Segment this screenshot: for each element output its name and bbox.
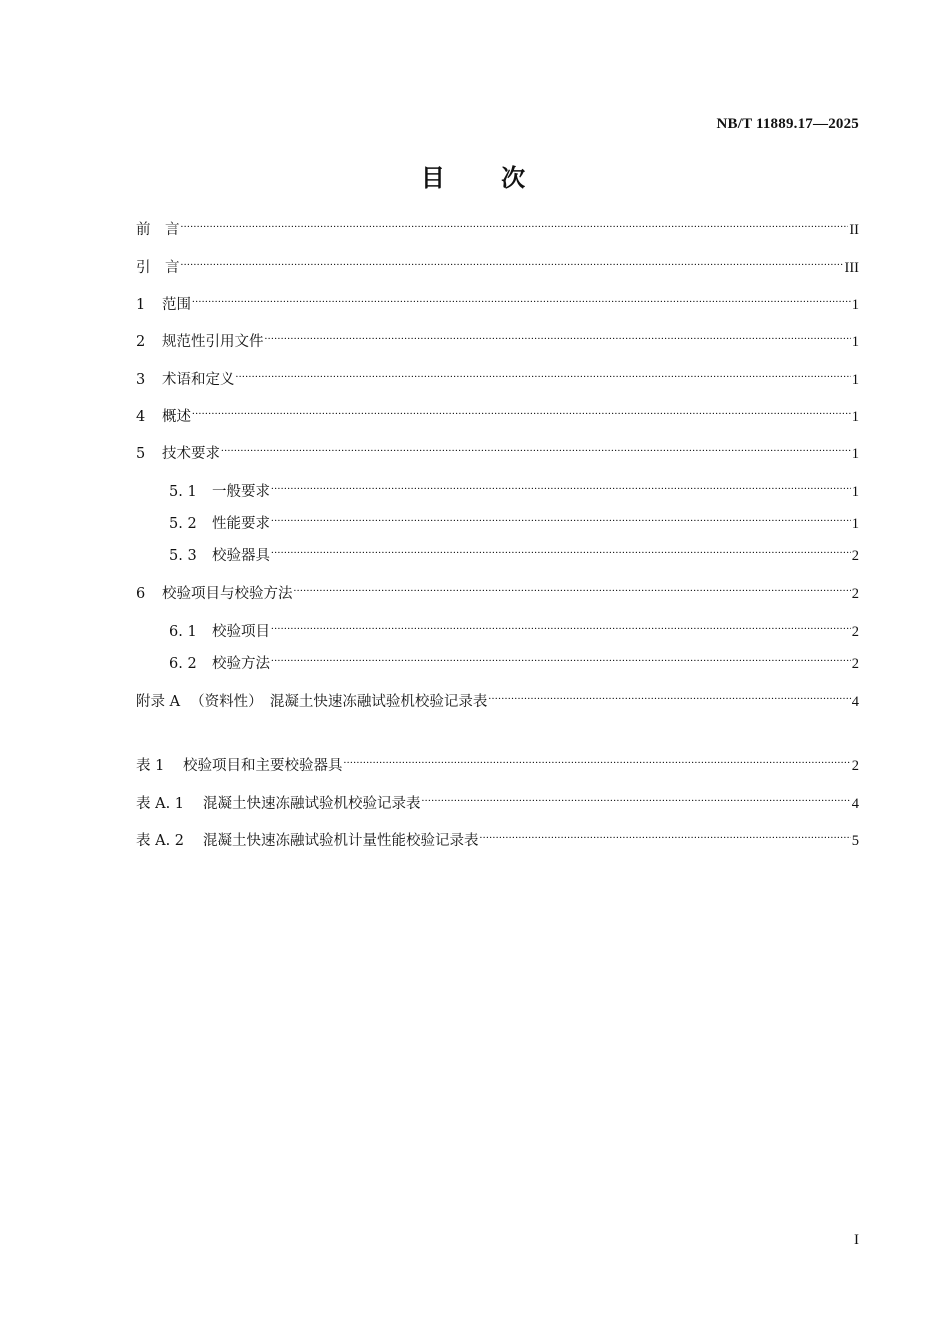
toc-entry-label: 一般要求	[212, 484, 270, 500]
toc-entry-appendix-a[interactable]	[136, 684, 859, 710]
toc-entry-calibration-methods[interactable]	[169, 646, 859, 672]
toc-entry-page: 2	[851, 656, 859, 672]
toc-entry-page: 2	[851, 758, 859, 774]
toc-entry-number: 表 1	[136, 758, 165, 774]
leader-dots	[181, 212, 849, 234]
toc-entry-page: 2	[851, 548, 859, 564]
toc-entry-calibration-items[interactable]	[169, 614, 859, 640]
standard-code: NB/T 11889.17—2025	[716, 116, 859, 132]
toc-entry-number: 5. 3	[169, 548, 197, 564]
toc-entry-number: 2	[136, 334, 146, 350]
toc-entry-label: 性能要求	[212, 516, 270, 532]
toc-entry-number: 表 A. 2	[136, 833, 185, 849]
leader-dots	[181, 250, 844, 272]
leader-dots	[271, 506, 851, 528]
page-title: 目 次	[420, 164, 550, 192]
toc-entry-page: 1	[851, 484, 859, 500]
leader-dots	[221, 436, 851, 458]
toc-entry-number: 6	[136, 586, 146, 602]
toc-entry-label: 校验项目和主要校验器具	[183, 758, 343, 774]
leader-dots	[236, 362, 851, 384]
toc-entry-label: 范围	[162, 297, 191, 313]
toc-entry-label: 概述	[162, 409, 191, 425]
toc-entry-page: 4	[851, 694, 859, 710]
leader-dots	[488, 684, 850, 706]
toc-entry-calibration-instruments[interactable]	[169, 538, 859, 564]
toc-entry-number: 附录 A	[136, 694, 181, 710]
toc-entry-page: 1	[851, 372, 859, 388]
toc-entry-label: 混凝土快速冻融试验机计量性能校验记录表	[203, 833, 479, 849]
leader-dots	[271, 474, 851, 496]
toc-entry-overview[interactable]	[136, 399, 859, 425]
toc-entry-general-requirements[interactable]	[169, 474, 859, 500]
leader-dots	[192, 287, 851, 309]
toc-entry-label: 规范性引用文件	[162, 334, 264, 350]
toc-entry-label: 混凝土快速冻融试验机校验记录表	[203, 796, 421, 812]
toc-entry-calibration-items-methods[interactable]	[136, 576, 859, 602]
page-number: I	[854, 1232, 859, 1248]
toc-entry-label: 前 言	[136, 222, 180, 238]
toc-entry-introduction[interactable]	[136, 250, 859, 276]
toc-entry-number: 5. 1	[169, 484, 197, 500]
toc-entry-label: 校验项目	[212, 624, 270, 640]
toc-entry-page: 1	[851, 409, 859, 425]
toc-entry-page: 1	[851, 516, 859, 532]
toc-entry-page: 1	[851, 446, 859, 462]
toc-entry-page: 1	[851, 334, 859, 350]
leader-dots	[271, 614, 851, 636]
toc-entry-page: 2	[851, 624, 859, 640]
toc-entry-terms-definitions[interactable]	[136, 362, 859, 388]
toc-entry-technical-requirements[interactable]	[136, 436, 859, 462]
toc-entry-performance-requirements[interactable]	[169, 506, 859, 532]
toc-entry-page: III	[844, 260, 859, 276]
leader-dots	[344, 748, 851, 770]
toc-entry-label: 校验项目与校验方法	[162, 586, 293, 602]
toc-entry-table-a2[interactable]	[136, 823, 859, 849]
toc-entry-label: 引 言	[136, 260, 180, 276]
toc-entry-table-a1[interactable]	[136, 786, 859, 812]
leader-dots	[271, 538, 851, 560]
leader-dots	[294, 576, 851, 598]
toc-entry-number: 1	[136, 297, 146, 313]
toc-entry-page: 5	[851, 833, 859, 849]
toc-entry-number: 5. 2	[169, 516, 197, 532]
leader-dots	[271, 646, 851, 668]
leader-dots	[192, 399, 851, 421]
toc-entry-label: 校验器具	[212, 548, 270, 564]
toc-entry-scope[interactable]	[136, 287, 859, 313]
toc-entry-number: 6. 1	[169, 624, 197, 640]
toc-entry-number: 3	[136, 372, 146, 388]
leader-dots	[422, 786, 851, 808]
toc-entry-number: 6. 2	[169, 656, 197, 672]
toc-entry-table-1[interactable]	[136, 748, 859, 774]
leader-dots	[480, 823, 851, 845]
toc-entry-foreword[interactable]	[136, 212, 859, 238]
toc-entry-number: 表 A. 1	[136, 796, 185, 812]
toc-entry-label: 校验方法	[212, 656, 270, 672]
toc-entry-label: 术语和定义	[162, 372, 235, 388]
toc-entry-label: （资料性） 混凝土快速冻融试验机校验记录表	[190, 694, 488, 710]
toc-entry-page: 2	[851, 586, 859, 602]
toc-entry-normative-references[interactable]	[136, 324, 859, 350]
toc-entry-number: 4	[136, 409, 146, 425]
toc-entry-label: 技术要求	[162, 446, 220, 462]
leader-dots	[265, 324, 851, 346]
toc-entry-page: 1	[851, 297, 859, 313]
toc-entry-page: 4	[851, 796, 859, 812]
toc-entry-number: 5	[136, 446, 146, 462]
toc-entry-page: II	[849, 222, 859, 238]
